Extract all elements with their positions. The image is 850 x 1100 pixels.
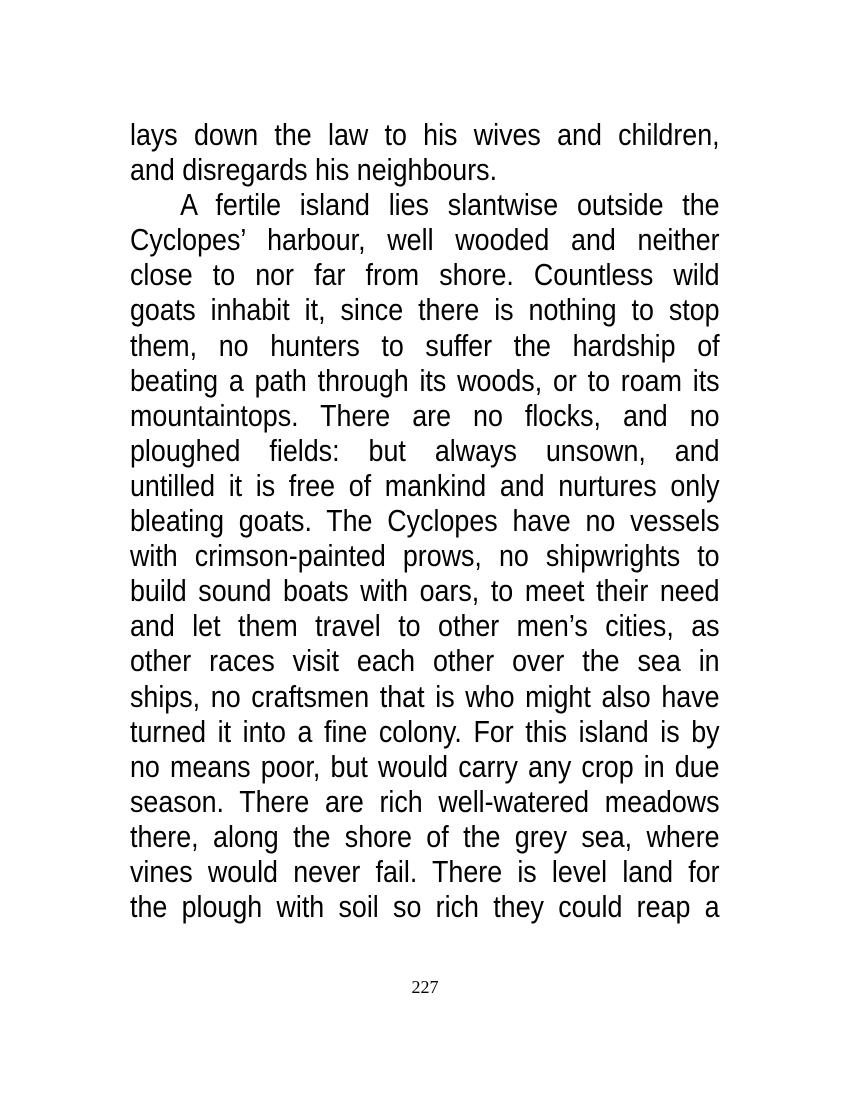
text-line: turned it into a fine colony. For this island is by bbox=[130, 714, 720, 749]
text-line: build sound boats with oars, to meet their need bbox=[130, 574, 720, 609]
text-line: untilled it is free of mankind and nurtures only bbox=[130, 468, 720, 503]
text-line: mountaintops. There are no flocks, and no bbox=[130, 398, 720, 433]
text-line: season. There are rich well-watered meadows bbox=[130, 784, 720, 819]
text-line: and let them travel to other men’s cities, as bbox=[130, 609, 720, 644]
text-line: ships, no craftsmen that is who might also have bbox=[130, 679, 720, 714]
text-line: ploughed fields: but always unsown, and bbox=[130, 433, 720, 468]
text-line: goats inhabit it, since there is nothing to stop bbox=[130, 293, 720, 328]
text-line: bleating goats. The Cyclopes have no vessels bbox=[130, 504, 720, 539]
body-text bbox=[130, 118, 720, 925]
text-line: with crimson-painted prows, no shipwrights to bbox=[130, 539, 720, 574]
text-line: them, no hunters to suffer the hardship of bbox=[130, 328, 720, 363]
text-line: and disregards his neighbours. bbox=[130, 153, 498, 188]
text-line: other races visit each other over the sea in bbox=[130, 644, 720, 679]
text-line: A fertile island lies slantwise outside the bbox=[180, 188, 720, 223]
text-line: Cyclopes’ harbour, well wooded and neither bbox=[130, 223, 720, 258]
text-line: close to nor far from shore. Countless wild bbox=[130, 258, 720, 293]
text-line: the plough with soil so rich they could reap a bbox=[130, 890, 720, 925]
page-number: 227 bbox=[411, 977, 439, 997]
text-line: beating a path through its woods, or to roam its bbox=[130, 363, 720, 398]
text-line: vines would never fail. There is level land for bbox=[130, 854, 720, 889]
text-line: there, along the shore of the grey sea, where bbox=[130, 819, 720, 854]
text-line: no means poor, but would carry any crop in due bbox=[130, 749, 720, 784]
text-line: lays down the law to his wives and children, bbox=[130, 118, 720, 152]
